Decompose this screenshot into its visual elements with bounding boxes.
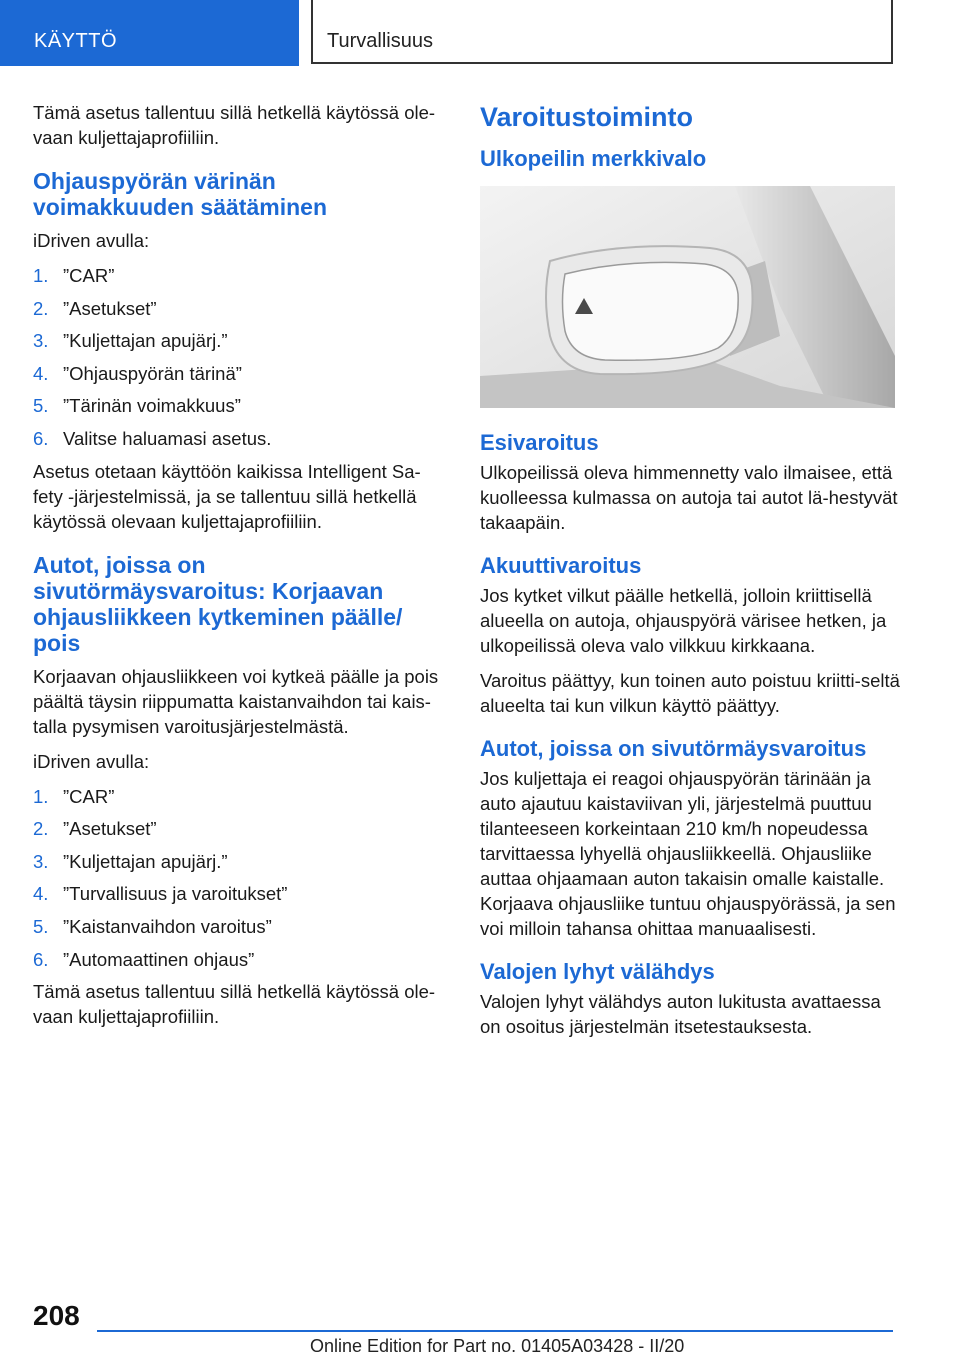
side-collision-right-paragraph: Jos kuljettaja ei reagoi ohjauspyörän tärinään ja auto ajautuu kaistaviivan yli, järjestelmä puuttuu tilanteeseen korkeintaan 210 km/h nopeudessa tarvittaessa lyhyellä ohjausliikkeellä. Ohjausliike auttaa ohjaamaan auton takaisin omalle kaistalle. Korjaava ohjausliike tuntuu ohjauspyörässä, ja sen voi milloin tahansa ohittaa manuaalisesti.	[480, 768, 896, 939]
header-section-tab	[0, 0, 299, 66]
list-item: 6. Valitse haluamasi asetus.	[33, 427, 272, 449]
header-section-label: KÄYTTÖ	[34, 30, 118, 52]
idrive-label-2: iDriven avulla:	[33, 750, 150, 772]
list-item: 5. ”Tärinän voimakkuus”	[33, 395, 241, 417]
list-item: 5. ”Kaistanvaihdon varoitus”	[33, 915, 272, 937]
side-mirror-illustration	[480, 186, 895, 408]
list-item: 2. ”Asetukset”	[33, 818, 157, 840]
acute-warning-paragraph-1: Jos kytket vilkut päälle hetkellä, jolloin kriittisellä alueella on autoja, ohjauspyörä värisee hetken, ja ulkopeilissä oleva valo vilkkuu kirkkaana.	[480, 585, 887, 656]
light-flash-paragraph: Valojen lyhyt välähdys auton lukitusta avattaessa on osoitus järjestelmän itsetestauksesta.	[480, 991, 881, 1037]
pre-warning-paragraph: Ulkopeilissä oleva himmennetty valo ilmaisee, että kuolleessa kulmassa on autoja tai autot lä-hestyvät takaapäin.	[480, 462, 898, 533]
footer-divider	[97, 1330, 893, 1332]
list-item: 4. ”Ohjauspyörän tärinä”	[33, 362, 242, 384]
list-item: 4. ”Turvallisuus ja varoitukset”	[33, 883, 288, 905]
heading-vibration: Ohjauspyörän värinän voimakkuuden säätäminen	[33, 168, 327, 220]
page-number: 208	[33, 1300, 80, 1331]
heading-mirror-light: Ulkopeilin merkkivalo	[480, 146, 707, 171]
list-item: 6. ”Automaattinen ohjaus”	[33, 948, 255, 970]
heading-pre-warning: Esivaroitus	[480, 430, 599, 455]
idrive-label-1: iDriven avulla:	[33, 230, 150, 251]
side-collision-paragraph: Korjaavan ohjausliikkeen voi kytkeä päälle ja pois päältä täysin riippumatta kaistanvaihdon tai kais-talla pysymisen varoitusjärjestelmästä.	[33, 665, 439, 737]
list-item: 1. ”CAR”	[33, 265, 115, 286]
steps-list-1	[33, 263, 443, 451]
list-item: 3. ”Kuljettajan apujärj.”	[33, 330, 228, 352]
note-paragraph: Asetus otetaan käyttöön kaikissa Intelligent Sa-fety -järjestelmissä, ja se tallentuu sillä hetkellä käytössä olevaan kuljettajaprofiiliin.	[33, 460, 421, 532]
heading-light-flash: Valojen lyhyt välähdys	[480, 959, 715, 984]
heading-warning-function: Varoitustoiminto	[480, 102, 694, 132]
acute-warning-paragraph-2: Varoitus päättyy, kun toinen auto poistuu kriitti-seltä alueelta tai kun vilkun käyttö päättyy.	[480, 670, 900, 716]
heading-acute-warning: Akuuttivaroitus	[480, 553, 642, 578]
outro-paragraph: Tämä asetus tallentuu sillä hetkellä käytössä ole-vaan kuljettajaprofiiliin.	[33, 981, 436, 1028]
footer-edition: Online Edition for Part no. 01405A03428 - II/20	[310, 1336, 685, 1356]
header-title: Turvallisuus	[327, 30, 433, 52]
heading-side-collision: Autot, joissa on sivutörmäysvaroitus: Korjaavan ohjausliikkeen kytkeminen päälle/ pois	[33, 551, 403, 656]
right-column	[480, 100, 900, 1049]
heading-side-collision-right: Autot, joissa on sivutörmäysvaroitus	[480, 736, 867, 761]
left-column	[33, 100, 443, 1039]
list-item: 2. ”Asetukset”	[33, 297, 157, 319]
list-item: 1. ”CAR”	[33, 785, 115, 807]
intro-paragraph: Tämä asetus tallentuu sillä hetkellä käytössä ole-vaan kuljettajaprofiiliin.	[33, 102, 436, 148]
list-item: 3. ”Kuljettajan apujärj.”	[33, 850, 228, 872]
header-title-box	[311, 0, 893, 64]
steps-list-2	[33, 784, 443, 972]
